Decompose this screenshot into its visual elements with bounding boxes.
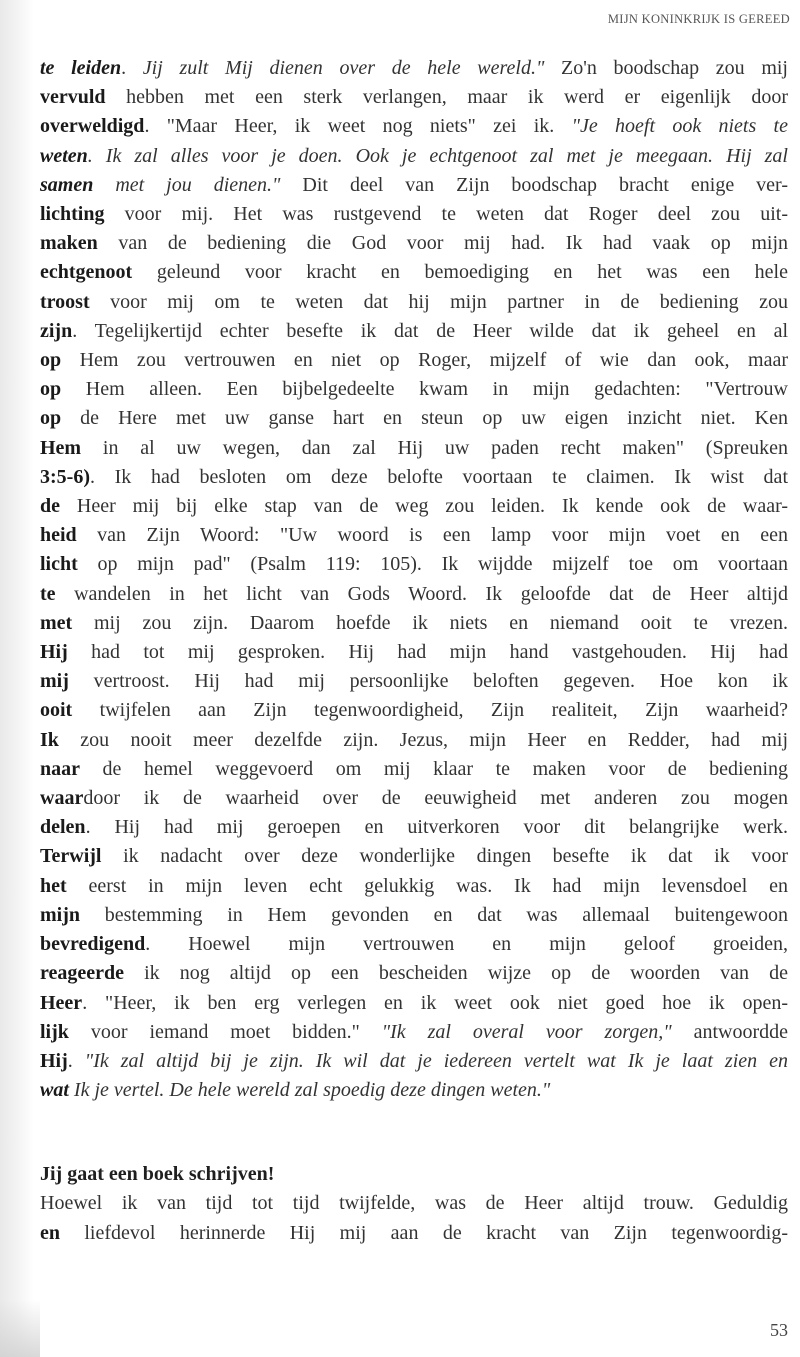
text-run: antwoordde (671, 1020, 788, 1043)
page-body (40, 54, 788, 1248)
text-run: wandelen in het licht van Gods Woord. Ik geloofde dat de Heer altijd (55, 582, 788, 605)
text-run: op (40, 407, 62, 430)
text-run: waar (40, 787, 84, 810)
text-line (40, 434, 788, 463)
text-run: . Hoewel mijn vertrouwen en mijn geloof groeiden, (145, 933, 788, 956)
text-run: vertroost. Hij had mij persoonlijke beloften gegeven. Hoe kon ik (68, 670, 788, 693)
text-run: van Zijn Woord: "Uw woord is een lamp voor mijn voet en een (76, 524, 788, 547)
text-run: 3:5-6) (40, 465, 90, 488)
text-run: naar (40, 757, 80, 780)
text-run: echtgenoot (40, 261, 133, 284)
text-run: licht (40, 553, 78, 576)
text-line (40, 1018, 788, 1047)
text-line (40, 375, 788, 404)
text-run: . "Heer, ik ben erg verlegen en ik weet ook niet goed hoe ik open- (82, 991, 788, 1014)
running-head: MIJN KONINKRIJK IS GEREED (607, 12, 790, 26)
text-run: Terwijl (40, 845, 102, 868)
text-line (40, 638, 788, 667)
text-run: mijn (40, 903, 80, 926)
text-line (40, 317, 788, 346)
text-run: Hij (40, 641, 68, 664)
text-run: geleund voor kracht en bemoediging en het was een hele (132, 261, 788, 284)
text-line (40, 229, 788, 258)
text-line (40, 492, 788, 521)
text-run: Dit deel van Zijn boodschap bracht enige ver- (280, 173, 788, 196)
text-run: de (40, 495, 60, 518)
text-run: . Tegelijkertijd echter besefte ik dat de Heer wilde dat ik geheel en al (72, 319, 788, 342)
text-line (40, 813, 788, 842)
text-run: Jij zult Mij dienen over de hele wereld." (142, 57, 545, 79)
text-run: Zo'n boodschap zou mij (544, 57, 788, 79)
text-run: het (40, 874, 67, 897)
text-line (40, 842, 788, 871)
text-run: Ik (40, 728, 59, 751)
text-line (40, 404, 788, 433)
text-line (40, 755, 788, 784)
text-run: mij zou zijn. Daarom hoefde ik niets en niemand ooit te vrezen. (72, 611, 788, 634)
text-line (40, 1219, 788, 1248)
text-run: Hij (40, 1049, 68, 1072)
text-run: lijk (40, 1020, 69, 1043)
text-run: voor mij. Het was rustgevend te weten dat Roger deel zou uit- (104, 203, 788, 226)
text-run: voor mij om te weten dat hij mijn partner in de bediening zou (89, 290, 788, 313)
text-run: . "Maar Heer, ik weet nog niets" zei ik. (144, 115, 572, 138)
text-line (40, 989, 788, 1018)
text-run: liefdevol herinnerde Hij mij aan de kracht van Zijn tegenwoordig- (60, 1221, 788, 1244)
text-run: lichting (40, 203, 105, 226)
text-line (40, 1076, 788, 1105)
text-line (40, 1189, 788, 1218)
text-run: bestemming in Hem gevonden en dat was allemaal buitengewoon (80, 903, 788, 926)
text-run: met (40, 611, 73, 634)
text-run: Hoewel ik van tijd tot tijd twijfelde, was de Heer altijd trouw. Geduldig (40, 1192, 788, 1215)
text-run: mij (40, 670, 69, 693)
text-run: bevredigend (40, 933, 146, 956)
text-line (40, 667, 788, 696)
text-run: twijfelen aan Zijn tegenwoordigheid, Zijn realiteit, Zijn waarheid? (72, 699, 788, 722)
text-run: delen (40, 816, 86, 839)
text-run: op (40, 349, 62, 372)
text-run: in al uw wegen, dan zal Hij uw paden recht maken" (Spreuken (81, 436, 788, 459)
section-heading: Jij gaat een boek schrijven! (40, 1163, 275, 1186)
text-run: samen (40, 173, 94, 196)
text-run: Hem (40, 436, 82, 459)
text-run: weten (40, 144, 88, 167)
text-line (40, 872, 788, 901)
text-line (40, 580, 788, 609)
text-run: Heer (40, 991, 83, 1014)
text-line (40, 930, 788, 959)
text-run: . (67, 1049, 85, 1072)
text-line (40, 1047, 788, 1076)
text-run: ik nadacht over deze wonderlijke dingen besefte ik dat ik voor (101, 845, 788, 868)
page-gutter-shadow (0, 0, 34, 1357)
text-line (40, 550, 788, 579)
text-run: Hem zou vertrouwen en niet op Roger, mijzelf of wie dan ook, maar (61, 349, 788, 372)
text-run: op (40, 378, 62, 401)
text-run: de hemel weggevoerd om mij klaar te maken voor de bediening (80, 757, 788, 780)
text-run: maken (40, 232, 98, 255)
text-run: . Ik had besloten om deze belofte voortaan te claimen. Ik wist dat (89, 465, 788, 488)
text-run: vervuld (40, 86, 106, 109)
text-line (40, 112, 788, 141)
text-line (40, 521, 788, 550)
paragraph (40, 1189, 788, 1247)
text-run: de Here met uw ganse hart en steun op uw eigen inzicht niet. Ken (61, 407, 788, 430)
text-run: Heer mij bij elke stap van de weg zou leiden. Ik kende ook de waar- (60, 495, 788, 518)
text-run: Ik je vertel. De hele wereld zal spoedig deze dingen weten." (68, 1079, 551, 1102)
text-run: van de bediening die God voor mij had. Ik had vaak op mijn (97, 232, 788, 255)
text-run: te (40, 582, 56, 605)
text-line (40, 142, 788, 171)
text-line (40, 83, 788, 112)
text-run: "Je hoeft ook niets te (571, 115, 788, 138)
text-run: . Hij had mij geroepen en uitverkoren voor dit belangrijke werk. (85, 816, 788, 839)
text-run: heid (40, 524, 77, 547)
text-run: wat (40, 1079, 69, 1102)
text-run: ik nog altijd op een bescheiden wijze op de woorden van de (124, 962, 788, 985)
text-run: overweldigd (40, 115, 145, 138)
text-line (40, 784, 788, 813)
text-line (40, 258, 788, 287)
text-run: "Ik zal overal voor zorgen," (381, 1020, 672, 1043)
page-gutter-shadow-bottom (0, 1300, 40, 1357)
text-line (40, 959, 788, 988)
text-line (40, 171, 788, 200)
text-run: troost (40, 290, 90, 313)
text-run: met jou dienen." (93, 173, 281, 196)
text-run: voor iemand moet bidden." (68, 1020, 382, 1043)
text-run: zijn (40, 319, 73, 342)
text-line (40, 901, 788, 930)
text-run: reageerde (40, 962, 125, 985)
text-run: Hem alleen. Een bijbelgedeelte kwam in mijn gedachten: "Vertrouw (61, 378, 788, 401)
text-run: ooit (40, 699, 73, 722)
page-number: 53 (770, 1320, 788, 1340)
text-line (40, 54, 788, 83)
text-line (40, 726, 788, 755)
text-line (40, 609, 788, 638)
text-run: had tot mij gesproken. Hij had mijn hand vastgehouden. Hij had (67, 641, 788, 664)
text-run: eerst in mijn leven echt gelukkig was. Ik had mijn levensdoel en (66, 874, 788, 897)
text-line (40, 696, 788, 725)
text-run: door ik de waarheid over de eeuwigheid met anderen zou mogen (83, 787, 788, 810)
text-run: . (121, 57, 143, 79)
text-run: te leiden (40, 57, 122, 79)
text-run: . Ik zal alles voor je doen. Ook je echtgenoot zal met je meegaan. Hij zal (87, 144, 788, 167)
text-line (40, 463, 788, 492)
text-line (40, 200, 788, 229)
paragraph (40, 54, 788, 1105)
text-run: hebben met een sterk verlangen, maar ik werd er eigenlijk door (105, 86, 788, 109)
text-run: op mijn pad" (Psalm 119: 105). Ik wijdde mijzelf toe om voortaan (77, 553, 788, 576)
text-line (40, 288, 788, 317)
text-line (40, 346, 788, 375)
text-run: en (40, 1221, 60, 1244)
text-run: "Ik zal altijd bij je zijn. Ik wil dat je iedereen vertelt wat Ik je laat zien en (84, 1049, 789, 1072)
text-run: zou nooit meer dezelfde zijn. Jezus, mijn Heer en Redder, had mij (58, 728, 788, 751)
